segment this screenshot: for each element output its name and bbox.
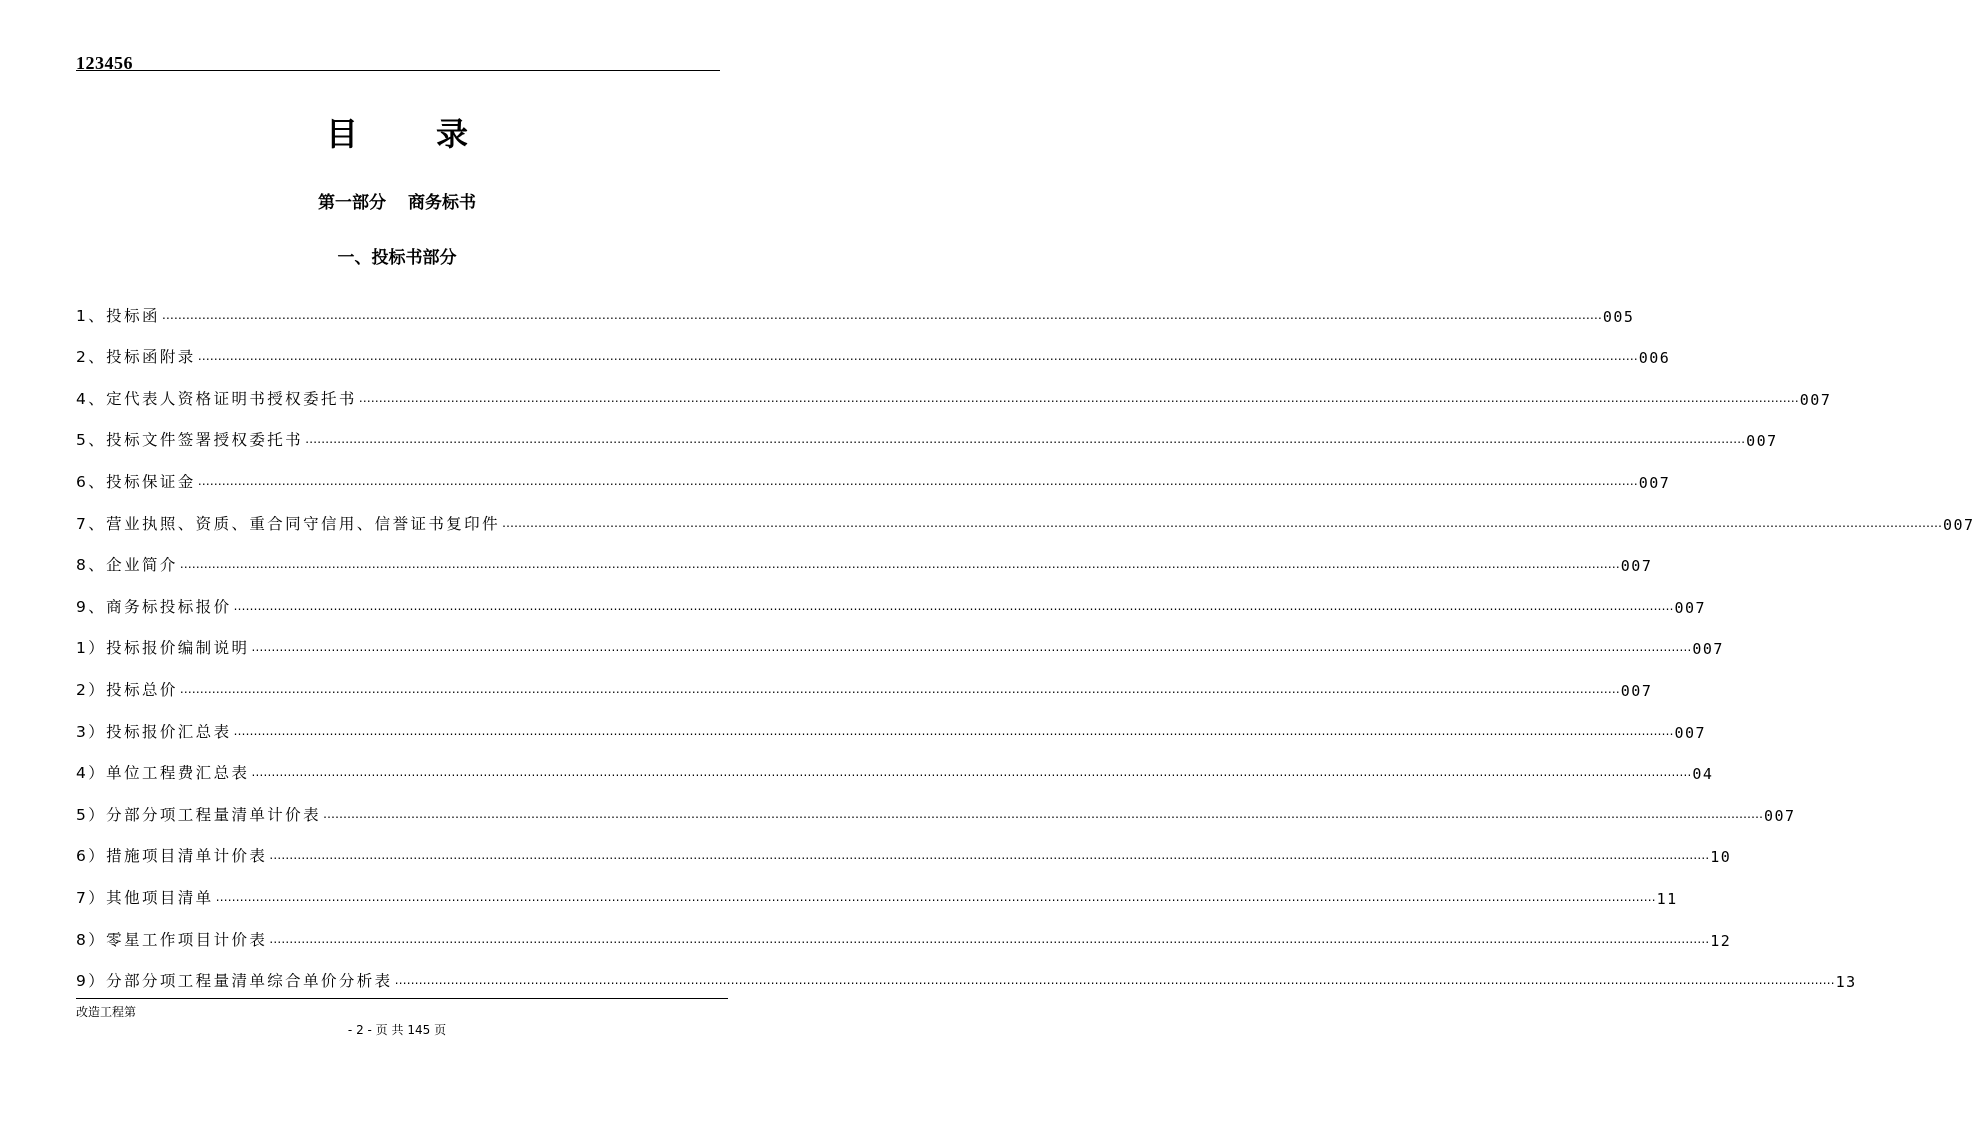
toc-entry-page: 007	[1942, 515, 1975, 534]
toc-entry-number: 2）	[76, 680, 107, 699]
toc-entry-page: 007	[1638, 473, 1671, 492]
toc-entry-page: 12	[1710, 931, 1732, 950]
toc-entry[interactable]	[76, 866, 1678, 908]
footer-page-label-post: 页	[434, 1023, 447, 1037]
toc-entry-title: 商务标投标报价	[106, 597, 232, 616]
toc-entry-title: 投标总价	[106, 680, 178, 699]
toc-entry-number: 2、	[76, 348, 107, 367]
toc-entry-number: 7）	[76, 888, 107, 907]
toc-entry[interactable]	[76, 534, 1653, 576]
toc-dot-leader: ………………………………………………………………………………………………………………………………………………………………………………………………………………………………………………………………………………………………………………………………	[305, 432, 1746, 447]
toc-entry-number: 8）	[76, 930, 107, 949]
toc-dot-leader: ………………………………………………………………………………………………………………………………………………………………………………………………………………………………………………………………………………………………………………………………	[179, 681, 1620, 696]
toc-dot-leader: ………………………………………………………………………………………………………………………………………………………………………………………………………………………………………………………………………………………………………………………………	[251, 640, 1692, 655]
toc-dot-leader: ………………………………………………………………………………………………………………………………………………………………………………………………………………………………………………………………………………………………………………………………	[501, 515, 1942, 530]
toc-dot-leader: ………………………………………………………………………………………………………………………………………………………………………………………………………………………………………………………………………………………………………………………………	[358, 390, 1799, 405]
toc-dot-leader: ………………………………………………………………………………………………………………………………………………………………………………………………………………………………………………………………………………………………………………………………	[197, 349, 1638, 364]
toc-entry-number: 3）	[76, 722, 107, 741]
toc-entry-number: 1）	[76, 639, 107, 658]
toc-entry-title: 投标报价编制说明	[106, 639, 250, 658]
toc-list	[76, 284, 1975, 992]
toc-entry-title: 措施项目清单计价表	[106, 847, 268, 866]
toc-entry-title: 投标文件签署授权委托书	[106, 431, 304, 450]
footer-page-label-pre: 页 共	[375, 1023, 404, 1037]
title-char-2: 录	[436, 115, 469, 153]
toc-entry-page: 005	[1602, 307, 1635, 326]
title-char-1: 目	[325, 115, 358, 153]
toc-entry-number: 5）	[76, 805, 107, 824]
toc-entry-title: 企业简介	[106, 556, 178, 575]
toc-entry-page: 10	[1710, 848, 1732, 867]
toc-entry-number: 6、	[76, 472, 107, 491]
toc-entry-number: 1、	[76, 306, 107, 325]
toc-dot-leader: ………………………………………………………………………………………………………………………………………………………………………………………………………………………………………………………………………………………………………………………………	[233, 723, 1674, 738]
footer-project-name: 改造工程第	[76, 1005, 137, 1019]
toc-dot-leader: ………………………………………………………………………………………………………………………………………………………………………………………………………………………………………………………………………………………………………………………………	[233, 598, 1674, 613]
toc-entry-title: 营业执照、资质、重合同守信用、信誉证书复印件	[106, 514, 500, 533]
toc-dot-leader: ………………………………………………………………………………………………………………………………………………………………………………………………………………………………………………………………………………………………………………………………	[161, 307, 1602, 322]
toc-entry-number: 6）	[76, 847, 107, 866]
toc-entry-page: 11	[1656, 889, 1678, 908]
toc-entry-number: 4、	[76, 389, 107, 408]
toc-entry-title: 投标报价汇总表	[106, 722, 232, 741]
toc-entry[interactable]	[76, 658, 1653, 700]
toc-entry[interactable]	[76, 950, 1857, 992]
toc-entry-page: 007	[1620, 557, 1653, 576]
toc-entry-title: 定代表人资格证明书授权委托书	[106, 389, 357, 408]
section-heading: 一、投标书部分	[337, 248, 457, 268]
toc-dot-leader: ………………………………………………………………………………………………………………………………………………………………………………………………………………………………………………………………………………………………………………………………	[215, 889, 1656, 904]
footer-page-number: - 2 - 页 共 145 页	[347, 1023, 447, 1037]
toc-entry-page: 007	[1746, 432, 1778, 451]
toc-entry-title: 分部分项工程量清单计价表	[106, 805, 321, 824]
toc-entry-page: 13	[1835, 973, 1857, 992]
toc-entry-number: 7、	[76, 514, 107, 533]
toc-dot-leader: ………………………………………………………………………………………………………………………………………………………………………………………………………………………………………………………………………………………………………………………………	[197, 473, 1638, 488]
toc-entry-title: 投标函附录	[106, 348, 196, 367]
toc-entry[interactable]	[76, 409, 1778, 451]
toc-entry-page: 007	[1674, 598, 1707, 617]
part-name: 商务标书	[408, 193, 476, 213]
toc-entry-page: 007	[1674, 723, 1707, 742]
toc-entry[interactable]	[76, 700, 1707, 742]
toc-entry[interactable]	[76, 742, 1714, 784]
footer-rule	[76, 998, 728, 999]
toc-dot-leader: ………………………………………………………………………………………………………………………………………………………………………………………………………………………………………………………………………………………………………………………………	[251, 765, 1692, 780]
part-label: 第一部分	[318, 193, 386, 213]
toc-entry-number: 4）	[76, 764, 107, 783]
toc-entry[interactable]	[76, 783, 1796, 825]
toc-entry-page: 04	[1692, 765, 1714, 784]
toc-entry[interactable]	[76, 908, 1732, 950]
toc-entry-page: 007	[1799, 390, 1832, 409]
footer-page-total: 145	[407, 1023, 431, 1037]
part-heading	[0, 190, 794, 216]
toc-entry[interactable]	[76, 575, 1707, 617]
toc-entry-title: 分部分项工程量清单综合单价分析表	[106, 972, 393, 991]
toc-dot-leader: ………………………………………………………………………………………………………………………………………………………………………………………………………………………………………………………………………………………………………………………………	[179, 557, 1620, 572]
toc-entry-title: 投标保证金	[106, 472, 196, 491]
toc-entry-page: 007	[1620, 681, 1653, 700]
toc-dot-leader: ………………………………………………………………………………………………………………………………………………………………………………………………………………………………………………………………………………………………………………………………	[322, 806, 1763, 821]
toc-entry-number: 9、	[76, 597, 107, 616]
toc-entry-number: 8、	[76, 556, 107, 575]
header-rule	[76, 70, 720, 71]
toc-entry[interactable]	[76, 284, 1635, 326]
toc-entry-number: 5、	[76, 431, 107, 450]
toc-entry[interactable]	[76, 825, 1732, 867]
toc-entry-page: 006	[1638, 349, 1671, 368]
toc-entry-page: 007	[1692, 640, 1724, 659]
toc-dot-leader: ………………………………………………………………………………………………………………………………………………………………………………………………………………………………………………………………………………………………………………………………	[269, 931, 1710, 946]
toc-entry[interactable]	[76, 492, 1975, 534]
toc-entry[interactable]	[76, 617, 1724, 659]
toc-entry-page: 007	[1763, 806, 1796, 825]
toc-entry[interactable]	[76, 367, 1832, 409]
document-number: 123456	[76, 53, 133, 73]
toc-dot-leader: ………………………………………………………………………………………………………………………………………………………………………………………………………………………………………………………………………………………………………………………………	[394, 973, 1835, 988]
toc-dot-leader: ………………………………………………………………………………………………………………………………………………………………………………………………………………………………………………………………………………………………………………………………	[269, 848, 1710, 863]
toc-entry-number: 9）	[76, 972, 107, 991]
toc-entry-title: 其他项目清单	[106, 888, 214, 907]
toc-entry[interactable]	[76, 450, 1671, 492]
toc-entry-title: 单位工程费汇总表	[106, 764, 250, 783]
toc-entry[interactable]	[76, 326, 1671, 368]
page-title	[0, 112, 794, 156]
footer-page-current: 2	[356, 1023, 364, 1037]
toc-entry-title: 零星工作项目计价表	[106, 930, 268, 949]
toc-entry-title: 投标函	[106, 306, 160, 325]
